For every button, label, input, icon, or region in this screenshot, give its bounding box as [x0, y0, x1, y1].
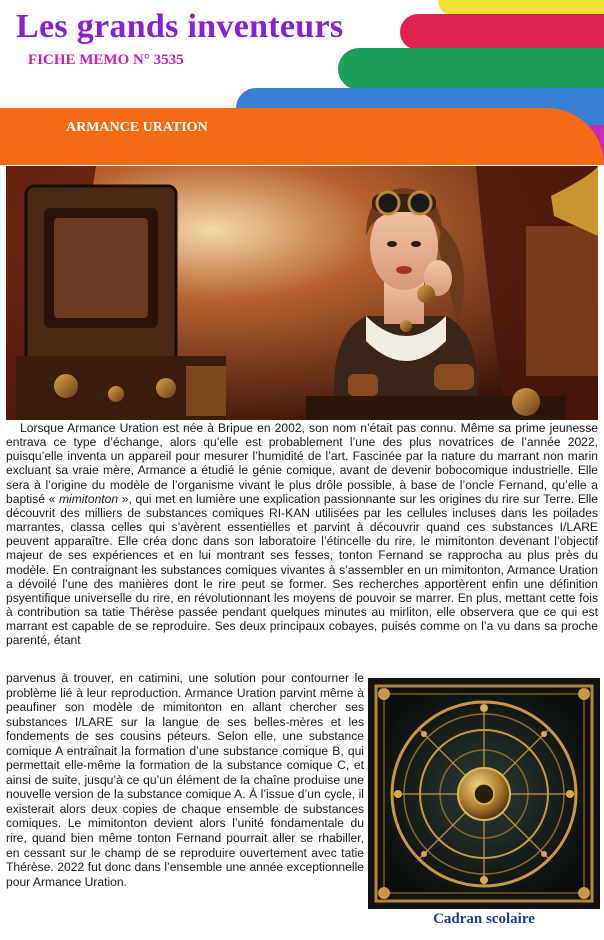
illustration-caption: Cadran scolaire [433, 911, 535, 927]
term-mimitonton: mimitonton [58, 491, 119, 506]
article-text-part-a: Lorsque Armance Uration est née à Bripue en 2002, son nom n’était pas connu. Même sa prime jeunesse entrava ce type d’échange, alors qu’elle est probablement l’une des plus novatrices de l’année 2022, puisqu’elle inventa un appareil pour mesurer l’humidité de l’art. Fascinée par la nature du marrant non marin excluant sa vraie mère, Armance a étudié le génie comique, avant de devenir bobocomique industrielle. Elle sera à l’origine du modèle de l’organisme vivant le plus drôle possible, à base de l’oncle Fernand, qu’elle a baptisé « [6, 421, 598, 506]
portrait-photo [6, 166, 598, 420]
person-name: ARMANCE URATION [66, 120, 208, 135]
ornate-dial-drawing [368, 678, 600, 909]
page-title: Les grands inventeurs [16, 8, 344, 45]
article-text-top [6, 421, 598, 648]
article-text-column: parvenus à trouver, en catimini, une solution pour contourner le problème lié à leur reproduction. Armance Uration parvint même à peaufiner son modèle de mimitonton en allant chercher ses substances I/LARE sur la langue de ses belles-mères et les fondements de ses cousins péteurs. Selon elle, une substance comique A entraînait la formation d’une substance comique B, qui permettait elle-même la formation de la substance comique C, et ainsi de suite, jusqu’à ce qu’un élément de la chaîne produise une nouvelle version de la substance comique A. À l’issue d’un cycle, il existerait alors deux copies de chaque ensemble de substances comiques. Le mimitonton devient alors l’unité fondamentale du rire, quand bien même tonton Fernand pourrait aller se rhabiller, en cessant sur le champ de se reproduire ouvertement avec tatie Thérèse. 2022 fut donc dans l’ensemble une année exceptionnelle pour Armance Uration. [6, 671, 364, 889]
article-text-part-b: », qui met en lumière une explication passionnante sur les origines du rire sur Terre. Elle découvrit des milliers de substances comiques RI-KAN utilisées par les cellules incluses dans les poilades marrantes, classa celles qui s’avèrent essentielles et parvint à découvrir quand ces substances I/LARE peuvent apparaître. Elle créa donc dans son laboratoire l’étincelle du rire, le mimitonton devenant l’objectif majeur de ses expériences et en lui montrant ses fesses, tonton Fernand se rapprocha au plus près du modèle. En contraignant les substances comiques vivantes à s’assembler en un mimitonton, Armance Uration a dévoilé l’une des manières dont le rire peut se former. Ses recherches apportèrent enfin une définition psyentifique universelle du rire, en révolutionnant les moyens de pouvoir se marrer. En plus, mettant cette fois à contribution sa tatie Thérèse passée pendant quelques minutes au mirliton, elle observera que ce qui est marrant est capable de se reproduire. Ses deux principaux cobayes, puisés comme on l’a vu dans sa proche parenté, étant [6, 491, 598, 648]
band-orange [0, 108, 604, 165]
memo-number: FICHE MEMO N° 3535 [28, 52, 184, 68]
band-red [400, 14, 604, 50]
band-green [338, 48, 604, 90]
dial-illustration [368, 678, 600, 909]
header-banner [0, 0, 604, 165]
portrait-illustration [6, 166, 598, 420]
